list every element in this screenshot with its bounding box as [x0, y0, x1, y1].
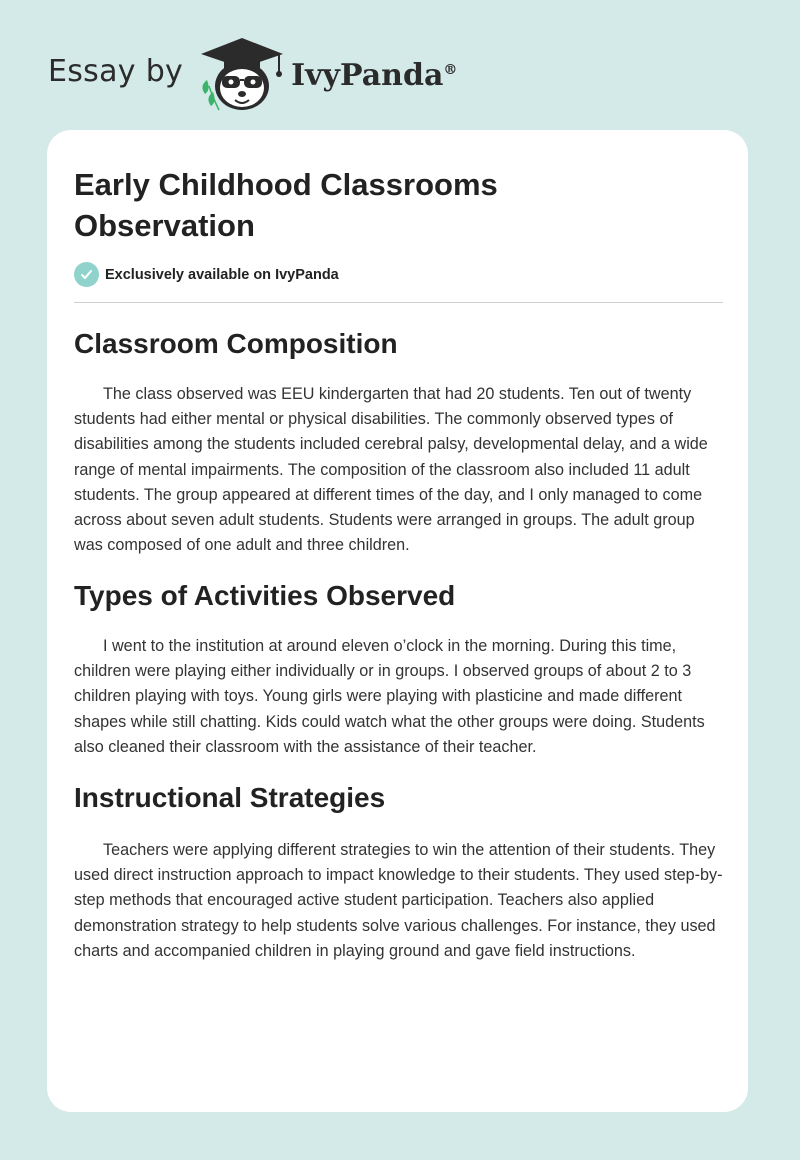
section-body: The class observed was EEU kindergarten that had 20 students. Ten out of twenty students had either mental or physical disabilities. The commonly observed types of disabilities among the students included cerebral palsy, developmental delay, and a wide range of mental impairments. The composition of the classroom also included 11 adult students. The group appeared at different times of the day, and I only managed to come across about seven adult students. Students were arranged in groups. The adult group was composed of one adult and three children.	[74, 385, 708, 555]
section-body: I went to the institution at around eleven o’clock in the morning. During this time, children were playing either individually or in groups. I observed groups of about 2 to 3 children playing with toys. Young girls were playing with plasticine and made different shapes while still chatting. Kids could watch what the other groups were doing. Students also cleaned their classroom with the assistance of their teacher.	[74, 637, 705, 756]
section-instructional-strategies	[74, 780, 723, 964]
site-header	[48, 34, 457, 114]
exclusive-badge	[74, 262, 339, 287]
exclusive-label: Exclusively available on IvyPanda	[105, 266, 339, 283]
essay-card	[47, 130, 748, 1112]
essay-by-label: Essay by	[48, 53, 184, 89]
section-activities-observed	[74, 578, 723, 760]
check-icon	[74, 262, 99, 287]
brand-name[interactable]: IvyPanda®	[291, 57, 458, 93]
panda-logo-icon[interactable]	[197, 34, 287, 114]
section-heading: Types of Activities Observed	[74, 580, 456, 611]
section-heading: Instructional Strategies	[74, 782, 386, 813]
divider	[74, 302, 723, 303]
registered-mark: ®	[443, 61, 458, 78]
section-classroom-composition	[74, 326, 723, 558]
section-heading: Classroom Composition	[74, 328, 398, 359]
section-body: Teachers were applying different strategies to win the attention of their students. They used direct instruction approach to impact knowledge to their students. They used step-by-step methods that encouraged active student participation. Teachers also applied demonstration strategy to help students solve various challenges. For instance, they used charts and accompanied children in playing ground and gave field instructions.	[74, 841, 723, 960]
page-title: Early Childhood Classrooms Observation	[74, 167, 498, 243]
